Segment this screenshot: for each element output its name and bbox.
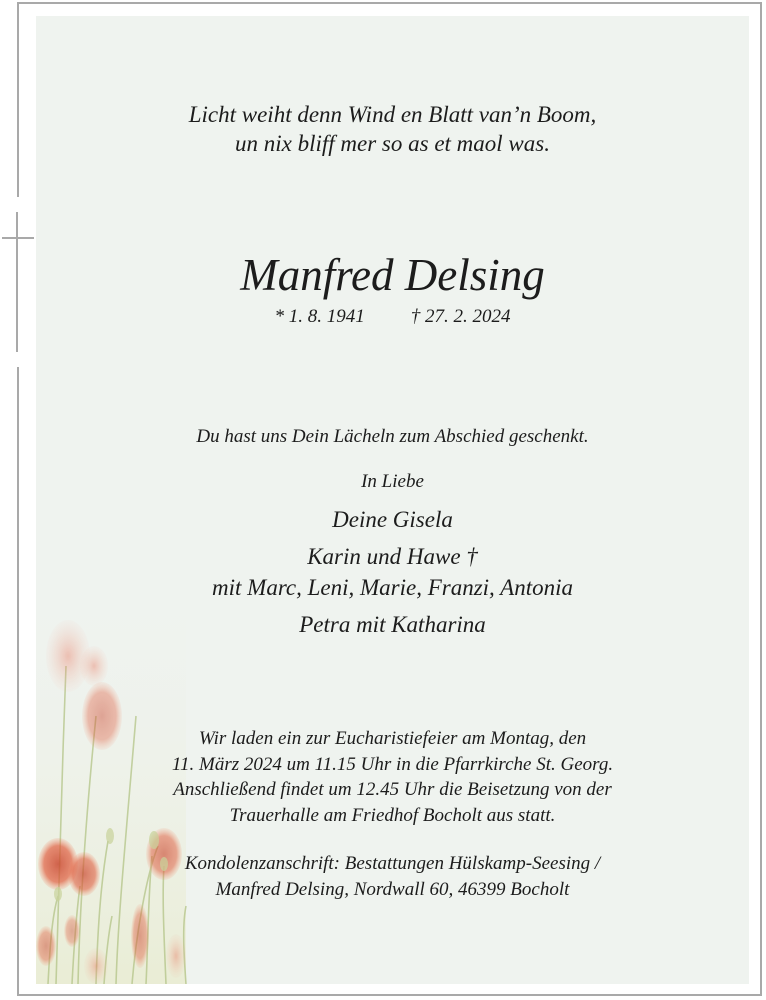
invitation-line: Anschließend findet um 12.45 Uhr die Beisetzung von der xyxy=(173,779,612,800)
cross-vertical-bar xyxy=(16,212,18,352)
farewell-quote: Du hast uns Dein Lächeln zum Abschied geschenkt. xyxy=(196,426,589,447)
birth-date: * 1. 8. 1941 xyxy=(274,306,365,327)
death-date: † 27. 2. 2024 xyxy=(410,306,511,327)
invitation-line: 11. März 2024 um 11.15 Uhr in die Pfarrkirche St. Georg. xyxy=(171,753,614,775)
motto-line: Licht weiht denn Wind en Blatt van’n Boom, xyxy=(188,102,597,127)
condolence-address xyxy=(36,851,749,902)
service-invitation xyxy=(36,726,749,828)
invitation-line: Wir laden ein zur Eucharistiefeier am Montag, den xyxy=(198,728,587,749)
cross-horizontal-bar xyxy=(2,237,34,239)
motto xyxy=(36,100,749,158)
deceased-name: Manfred Delsing xyxy=(240,250,545,300)
poppy-flowers-illustration xyxy=(36,16,749,984)
life-dates xyxy=(36,304,749,330)
condolence-line: Manfred Delsing, Nordwall 60, 46399 Bocholt xyxy=(215,878,570,900)
condolence-line: Kondolenzanschrift: Bestattungen Hülskamp-Seesing / xyxy=(184,853,601,874)
mourners-list xyxy=(36,504,749,640)
mourner-entry: Petra mit Katharina xyxy=(299,612,486,637)
mourner-entry: Deine Gisela xyxy=(332,507,453,532)
in-love-line: In Liebe xyxy=(361,471,424,492)
notice-panel xyxy=(36,16,749,984)
mourner-entry: Karin und Hawe † xyxy=(307,544,478,569)
motto-line: un nix bliff mer so as et maol was. xyxy=(235,131,550,156)
invitation-line: Trauerhalle am Friedhof Bocholt aus statt. xyxy=(229,804,556,826)
mourner-entry: mit Marc, Leni, Marie, Franzi, Antonia xyxy=(212,575,573,600)
